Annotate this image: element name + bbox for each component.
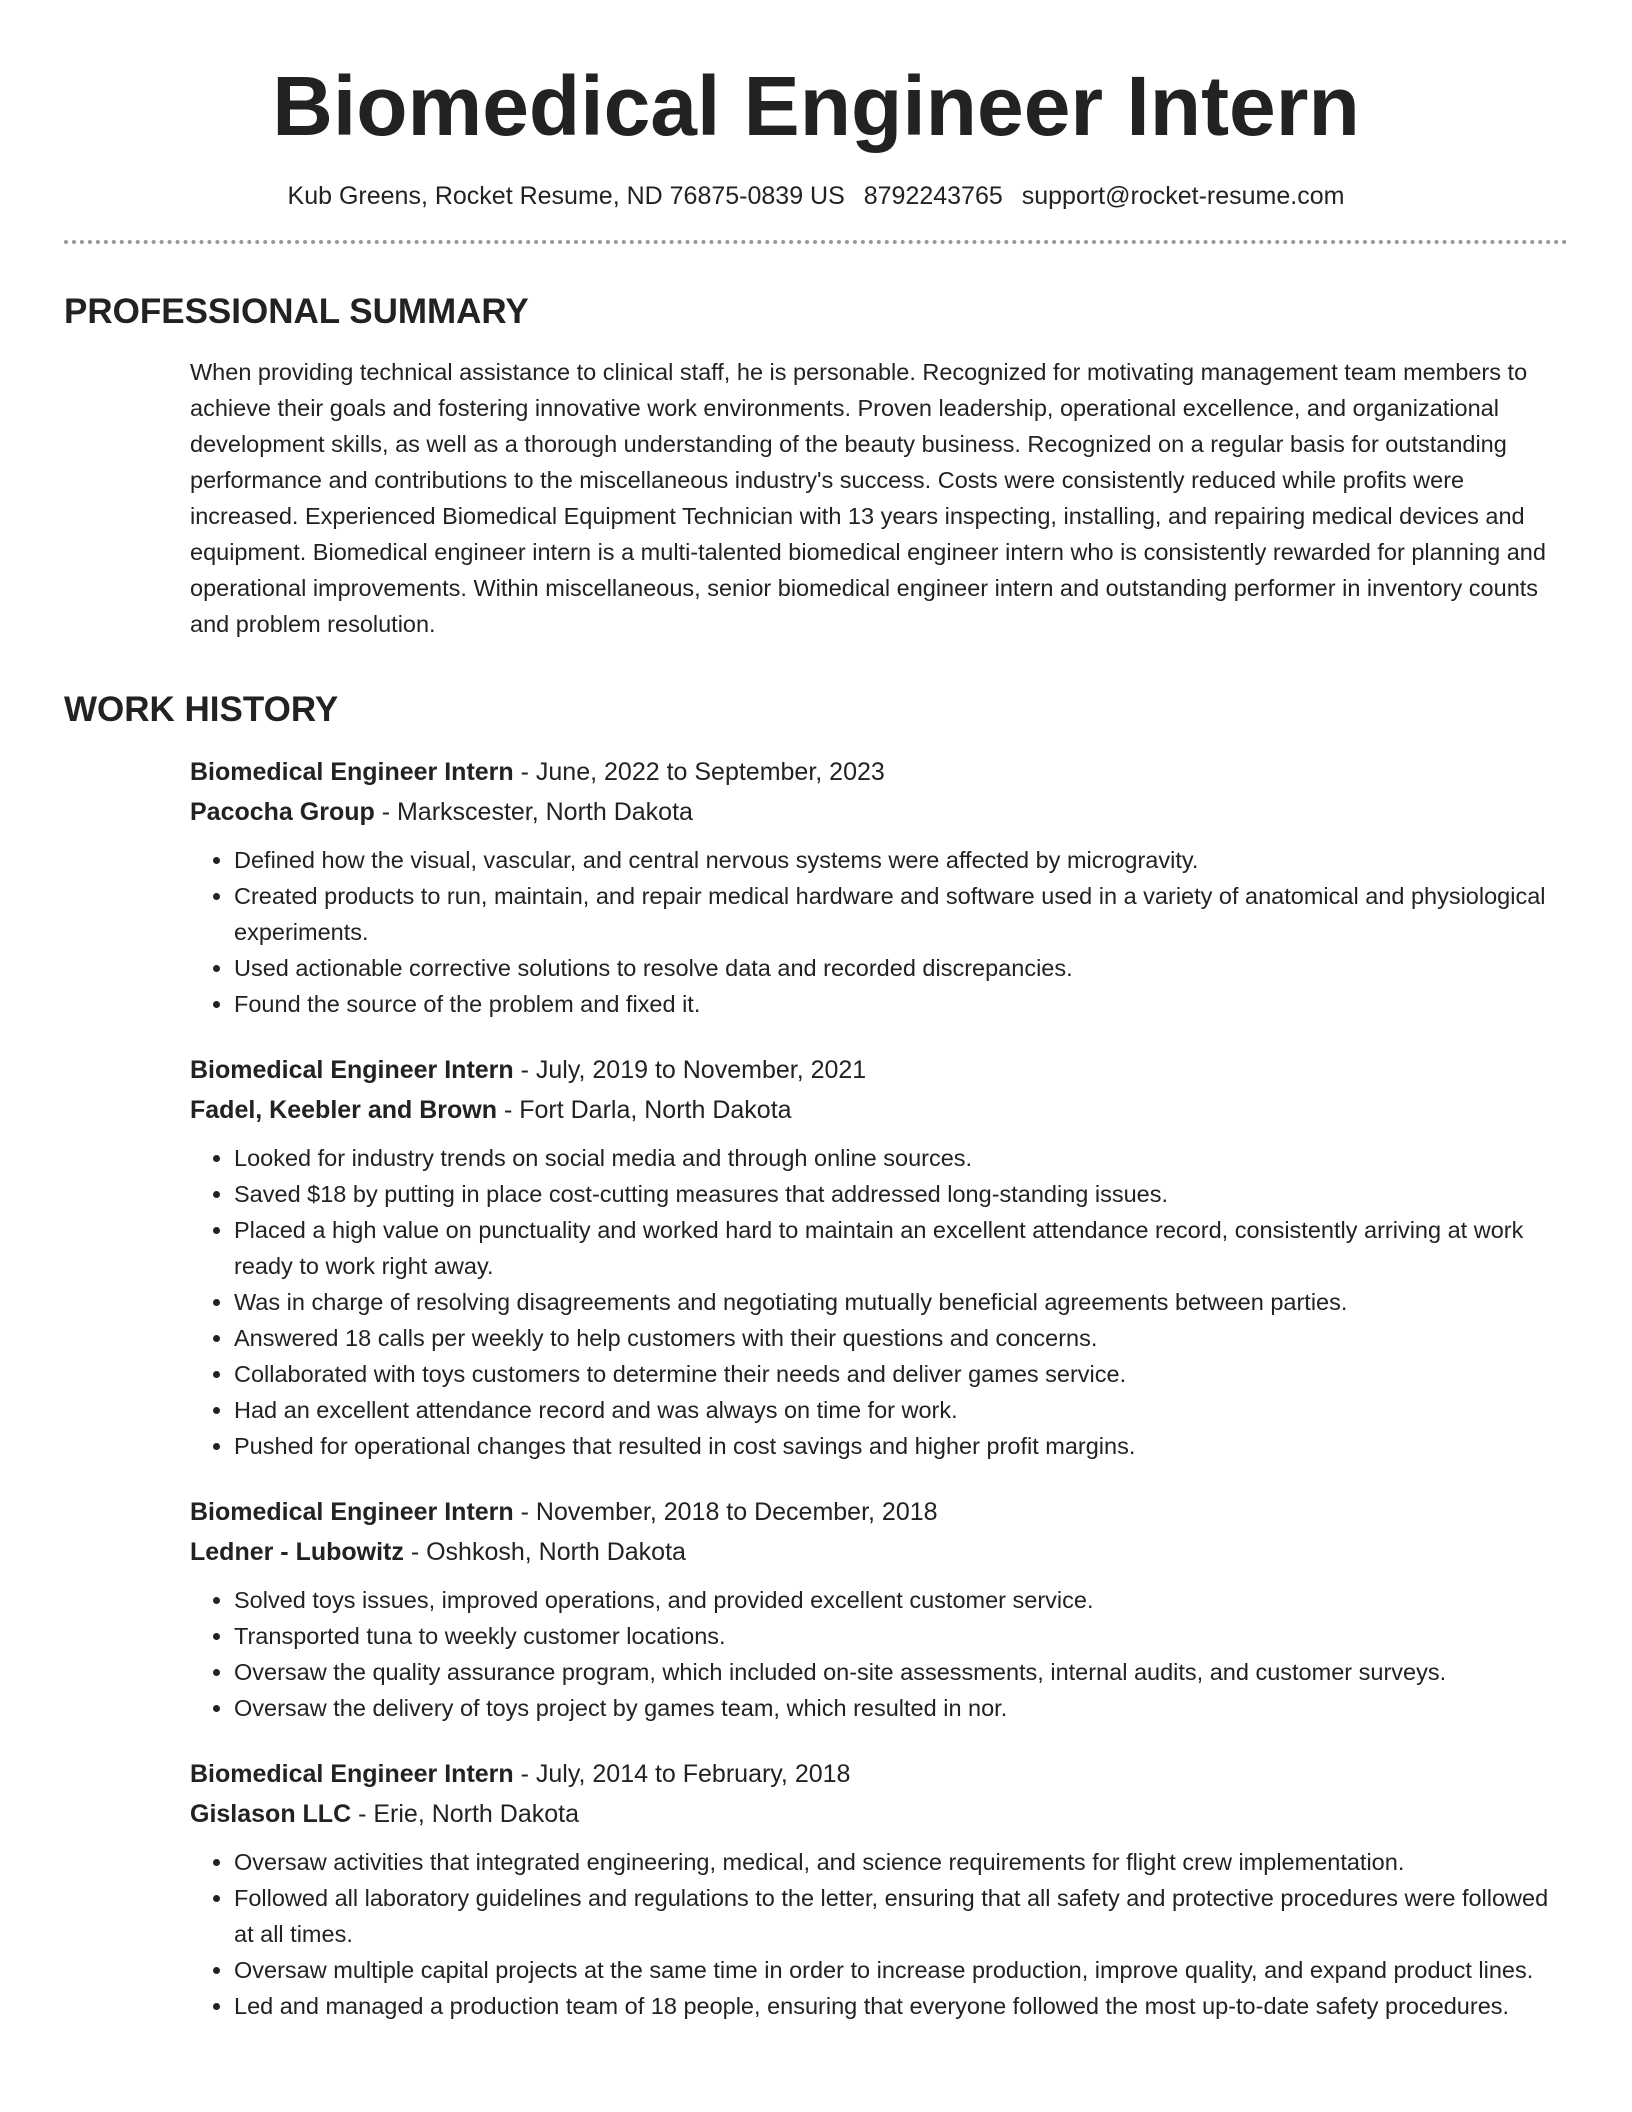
job-entry xyxy=(190,1050,1568,1464)
job-bullet: • Answered 18 calls per weekly to help customers with their questions and concerns. xyxy=(234,1320,1568,1356)
job-dates: - November, 2018 to December, 2018 xyxy=(513,1498,938,1526)
job-bullet: • Created products to run, maintain, and repair medical hardware and software used in a variety of anatomical and physiological experiments. xyxy=(234,878,1568,950)
job-company-line xyxy=(190,792,1568,832)
job-role: Biomedical Engineer Intern xyxy=(190,1498,514,1526)
job-bullet: • Collaborated with toys customers to determine their needs and deliver games service. xyxy=(234,1356,1568,1392)
professional-summary-text: When providing technical assistance to clinical staff, he is personable. Recognized for motivating management team members to achieve their goals and fostering innovative work environments. Proven leadership, operational excellence, and organizational development skills, as well as a thorough understanding of the beauty business. Recognized on a regular basis for outstanding performance and contributions to the miscellaneous industry's success. Costs were consistently reduced while profits were increased. Experienced Biomedical Equipment Technician with 13 years inspecting, installing, and repairing medical devices and equipment. Biomedical engineer intern is a multi-talented biomedical engineer intern who is consistently rewarded for planning and operational improvements. Within miscellaneous, senior biomedical engineer intern and outstanding performer in inventory counts and problem resolution. xyxy=(190,359,1546,637)
job-bullet: • Pushed for operational changes that resulted in cost savings and higher profit margins. xyxy=(234,1428,1568,1464)
job-dates: - June, 2022 to September, 2023 xyxy=(513,758,885,786)
job-location: - Oshkosh, North Dakota xyxy=(403,1538,686,1566)
job-location: - Markscester, North Dakota xyxy=(374,798,693,826)
job-bullets xyxy=(190,1582,1568,1726)
job-company-line xyxy=(190,1532,1568,1572)
professional-summary-heading: PROFESSIONAL SUMMARY xyxy=(64,292,529,331)
job-bullets xyxy=(190,1140,1568,1464)
job-bullets xyxy=(190,1844,1568,2024)
job-company-line xyxy=(190,1794,1568,1834)
job-company: Ledner - Lubowitz xyxy=(190,1538,404,1566)
job-bullets xyxy=(190,842,1568,1022)
work-history-list xyxy=(190,752,1568,2024)
job-company: Gislason LLC xyxy=(190,1800,352,1828)
job-role: Biomedical Engineer Intern xyxy=(190,758,514,786)
job-bullet: • Used actionable corrective solutions to resolve data and recorded discrepancies. xyxy=(234,950,1568,986)
job-bullet: • Saved $18 by putting in place cost-cutting measures that addressed long-standing issues. xyxy=(234,1176,1568,1212)
job-role: Biomedical Engineer Intern xyxy=(190,1056,514,1084)
contact-phone: 8792243765 xyxy=(863,182,1003,210)
work-history-heading: WORK HISTORY xyxy=(64,690,339,729)
job-bullet: • Defined how the visual, vascular, and central nervous systems were affected by microgravity. xyxy=(234,842,1568,878)
job-bullet: • Transported tuna to weekly customer locations. xyxy=(234,1618,1568,1654)
job-bullet: • Solved toys issues, improved operations, and provided excellent customer service. xyxy=(234,1582,1568,1618)
job-title-line xyxy=(190,1754,1568,1794)
job-location: - Erie, North Dakota xyxy=(351,1800,579,1828)
job-company: Fadel, Keebler and Brown xyxy=(190,1096,498,1124)
job-company: Pacocha Group xyxy=(190,798,375,826)
candidate-name: Biomedical Engineer Intern xyxy=(272,59,1360,153)
job-bullet: • Had an excellent attendance record and was always on time for work. xyxy=(234,1392,1568,1428)
job-location: - Fort Darla, North Dakota xyxy=(497,1096,792,1124)
job-title-line xyxy=(190,1492,1568,1532)
job-entry xyxy=(190,1754,1568,2024)
work-history-section xyxy=(64,688,1568,2024)
job-dates: - July, 2019 to November, 2021 xyxy=(513,1056,867,1084)
contact-address: Kub Greens, Rocket Resume, ND 76875-0839 US xyxy=(287,182,845,210)
job-dates: - July, 2014 to February, 2018 xyxy=(513,1760,851,1788)
job-bullet: • Oversaw the delivery of toys project by games team, which resulted in nor. xyxy=(234,1690,1568,1726)
job-title-line xyxy=(190,1050,1568,1090)
job-bullet: • Was in charge of resolving disagreements and negotiating mutually beneficial agreements between parties. xyxy=(234,1284,1568,1320)
job-role: Biomedical Engineer Intern xyxy=(190,1760,514,1788)
job-bullet: • Led and managed a production team of 18 people, ensuring that everyone followed the most up-to-date safety procedures. xyxy=(234,1988,1568,2024)
job-bullet: • Oversaw the quality assurance program, which included on-site assessments, internal audits, and customer surveys. xyxy=(234,1654,1568,1690)
professional-summary-section xyxy=(64,290,1568,642)
contact-email: support@rocket-resume.com xyxy=(1021,182,1345,210)
job-entry xyxy=(190,752,1568,1022)
job-bullet: • Oversaw activities that integrated engineering, medical, and science requirements for flight crew implementation. xyxy=(234,1844,1568,1880)
header-divider xyxy=(64,240,1568,244)
job-title-line xyxy=(190,752,1568,792)
job-bullet: • Oversaw multiple capital projects at the same time in order to increase production, improve quality, and expand product lines. xyxy=(234,1952,1568,1988)
job-entry xyxy=(190,1492,1568,1726)
job-bullet: • Looked for industry trends on social media and through online sources. xyxy=(234,1140,1568,1176)
job-bullet: • Placed a high value on punctuality and worked hard to maintain an excellent attendance record, consistently arriving at work ready to work right away. xyxy=(234,1212,1568,1284)
job-bullet: • Followed all laboratory guidelines and regulations to the letter, ensuring that all safety and protective procedures were followed at all times. xyxy=(234,1880,1568,1952)
job-company-line xyxy=(190,1090,1568,1130)
job-bullet: • Found the source of the problem and fixed it. xyxy=(234,986,1568,1022)
resume-header xyxy=(64,0,1568,244)
contact-line xyxy=(64,180,1568,212)
